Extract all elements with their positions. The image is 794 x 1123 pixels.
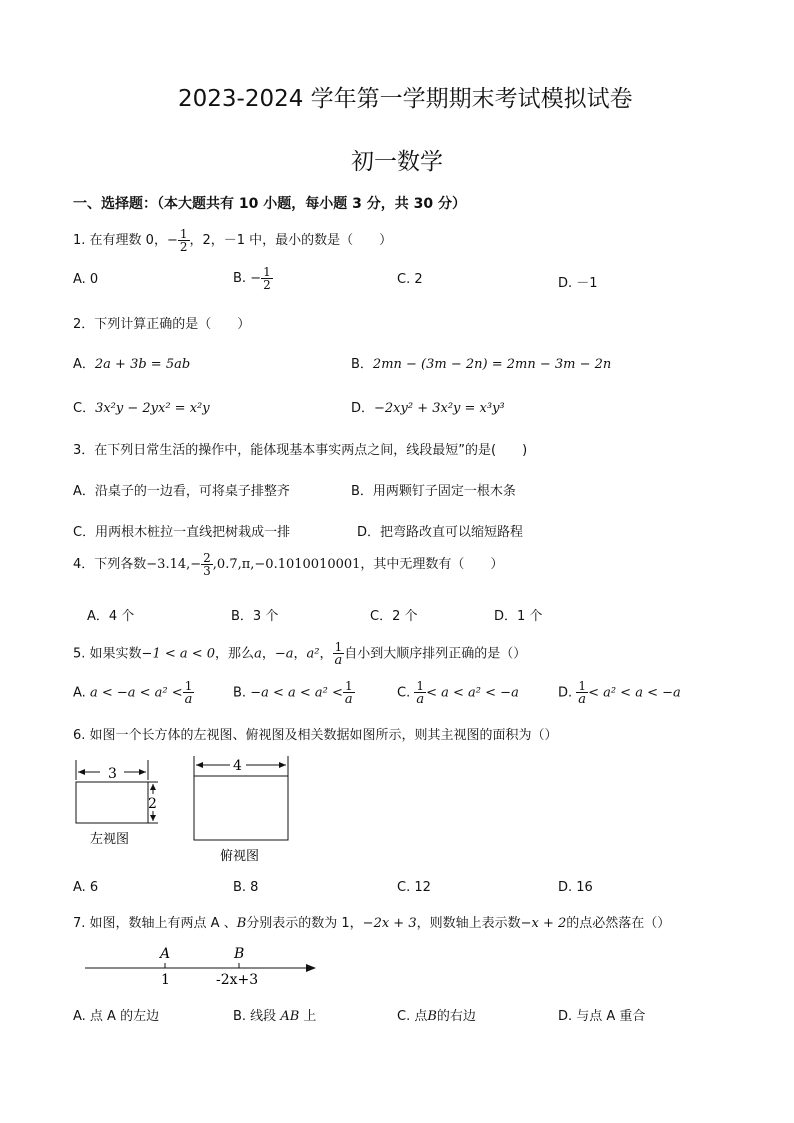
q1-stem-end: ，2，－1 中，最小的数是（ ） [189, 233, 393, 248]
q5-option-b-num: 1 [343, 680, 355, 693]
q6-option-b: B. 8 [233, 880, 259, 895]
question-1-stem [73, 228, 392, 253]
q4-stem-start: 4．下列各数 [73, 557, 147, 572]
left-view-width-label: 3 [108, 766, 117, 782]
q6-option-c: C. 12 [397, 880, 431, 895]
q2-option-b-label: B． [351, 357, 373, 372]
q5-sep: ， [261, 646, 275, 662]
top-view-width-label: 4 [233, 758, 242, 774]
q1-option-b [233, 266, 273, 291]
q6-option-a: A. 6 [73, 880, 99, 895]
q5-option-a-den: a [184, 692, 193, 707]
q2-option-a-label: A． [73, 357, 95, 372]
q7-option-b-tail: 上 [303, 1009, 317, 1024]
q2-option-d-label: D． [351, 401, 375, 416]
q5-stem-end: 自小到大顺序排列正确的是（） [344, 646, 527, 662]
q2-option-a [73, 353, 190, 372]
q5-stem-start: 5. 如果实数 [73, 646, 142, 662]
q4-option-d: D．1 个 [494, 609, 543, 624]
q5-option-c-label: C. [397, 685, 411, 701]
q7-option-c-tail: 的右边 [436, 1009, 476, 1024]
q4-option-a: A．4 个 [87, 609, 135, 624]
exam-subtitle: 初一数学 [351, 149, 443, 175]
q7-option-b-var: AB [280, 1009, 300, 1024]
top-view [194, 756, 288, 864]
q5-option-d [558, 680, 681, 706]
q7-stem-mid: 分别表示的数为 1， [246, 916, 363, 931]
q7-option-c-label: C. 点 [397, 1009, 428, 1024]
q4-fraction-num: 2 [203, 551, 211, 565]
q2-option-c-label: C． [73, 401, 96, 416]
q5-option-c [397, 680, 519, 706]
q5-frac-num: 1 [333, 641, 345, 654]
q1-stem-start: 1. 在有理数 0， [73, 233, 167, 248]
number-line [80, 942, 330, 992]
q1-option-b-fraction [261, 266, 273, 291]
q4-option-c: C．2 个 [370, 609, 418, 624]
q1-option-c: C. 2 [397, 272, 423, 287]
q5-fraction [333, 641, 345, 667]
q5-option-d-expr: < a² < a < −a [588, 685, 681, 701]
q4-fraction-den: 3 [203, 564, 211, 578]
q5-option-d-fraction [576, 680, 588, 706]
q3-option-a: A．沿桌子的一边看，可将桌子排整齐 [73, 484, 290, 499]
q5-option-b [233, 680, 355, 706]
q7-option-b [233, 1005, 316, 1024]
q2-option-b [351, 353, 611, 372]
q2-option-c [73, 397, 210, 416]
q5-option-c-den: a [416, 692, 425, 707]
question-6-stem: 6. 如图一个长方体的左视图、俯视图及相关数据如图所示，则其主视图的面积为（） [73, 728, 558, 743]
q5-var-neg-a: −a [274, 646, 294, 662]
q4-fraction [201, 552, 213, 577]
q4-numbers-b: ,0.7̇,π,−0.1010010001 [212, 557, 361, 572]
q5-option-d-num: 1 [576, 680, 588, 693]
q5-stem-mid: ，那么 [215, 646, 255, 662]
q5-option-b-fraction [343, 680, 355, 706]
point-a-value: 1 [161, 972, 170, 988]
q5-option-a-num: 1 [183, 680, 195, 693]
q3-option-b: B．用两颗钉子固定一根木条 [351, 484, 516, 499]
question-5-stem [73, 641, 526, 667]
q7-expr-2: −x + 2 [520, 916, 567, 931]
q7-option-b-label: B. 线段 [233, 1009, 277, 1024]
left-view-height-label: 2 [148, 796, 157, 812]
q2-option-d [351, 397, 505, 416]
q1-minus: − [166, 233, 178, 248]
q7-stem-end: 的点必然落在（） [566, 916, 671, 931]
q7-option-c [397, 1005, 476, 1024]
q5-condition: −1 < a < 0 [141, 646, 216, 662]
q2-option-c-expr: 3x²y − 2yx² = x²y [95, 401, 210, 416]
left-view-caption: 左视图 [90, 832, 130, 847]
q7-var-b: B [236, 916, 247, 931]
q7-option-a: A. 点 A 的左边 [73, 1009, 160, 1024]
q7-stem-start: 7. 如图，数轴上有两点 A 、 [73, 916, 237, 931]
q7-option-c-var: B [427, 1009, 437, 1024]
q1-fraction-den: 2 [179, 240, 188, 254]
q5-option-c-num: 1 [414, 680, 426, 693]
q1-option-b-label: B. [233, 271, 247, 286]
section-header: 一、选择题：（本大题共有 10 小题，每小题 3 分，共 30 分） [73, 196, 466, 212]
q2-option-a-expr: 2a + 3b = 5ab [94, 357, 191, 372]
q1-option-a: A. 0 [73, 272, 99, 287]
q5-option-b-expr: −a < a < a² < [250, 685, 343, 701]
top-view-caption: 俯视图 [220, 849, 260, 864]
q5-option-a-expr: a < −a < a² < [89, 685, 183, 701]
question-3-stem: 3．在下列日常生活的操作中，能体现基本事实两点之间，线段最短”的是( ) [73, 443, 528, 458]
question-4-stem [73, 552, 503, 577]
q4-stem-end: ，其中无理数有（ ） [360, 557, 504, 572]
question-7-stem [73, 912, 670, 931]
point-a-label: A [160, 946, 171, 962]
q5-option-b-den: a [344, 692, 353, 707]
q2-option-b-expr: 2mn − (3m − 2n) = 2mn − 3m − 2n [372, 357, 612, 372]
q5-option-a-fraction [183, 680, 195, 706]
q5-sep2: ， [293, 646, 307, 662]
q6-figure [60, 752, 320, 867]
left-view [76, 760, 158, 847]
q5-option-a-label: A. [73, 685, 86, 701]
q5-option-d-den: a [578, 692, 587, 707]
q5-sep3: ， [319, 646, 333, 662]
q1-fraction-num: 1 [179, 227, 188, 241]
q1-fraction [178, 228, 190, 253]
q3-option-c: C．用两根木桩拉一直线把树栽成一排 [73, 525, 291, 540]
q5-option-b-label: B. [233, 685, 247, 701]
q5-var-a: a [254, 646, 262, 662]
q4-numbers-a: −3.14,− [146, 557, 202, 572]
q7-option-d: D. 与点 A 重合 [558, 1009, 646, 1024]
q5-frac-den: a [334, 653, 343, 668]
q1-option-d: D. －1 [558, 276, 598, 291]
point-b-value: -2x+3 [216, 972, 259, 988]
q6-option-d: D. 16 [558, 880, 593, 895]
q3-option-d: D．把弯路改直可以缩短路程 [357, 525, 524, 540]
point-b-label: B [234, 946, 245, 962]
q1-option-b-den: 2 [263, 278, 271, 292]
q5-option-d-label: D. [558, 685, 573, 701]
q5-var-a2: a² [306, 646, 320, 662]
q7-stem-mid2: ，则数轴上表示数 [416, 916, 521, 931]
q5-option-a [73, 680, 194, 706]
q2-option-d-expr: −2xy² + 3x²y = x³y³ [374, 401, 505, 416]
exam-title: 2023-2024 学年第一学期期末考试模拟试卷 [178, 86, 633, 112]
question-2-stem: 2．下列计算正确的是（ ） [73, 317, 251, 332]
q4-option-b: B．3 个 [231, 609, 279, 624]
q1-option-b-minus: − [250, 271, 262, 286]
q7-expr-1: −2x + 3 [362, 916, 417, 931]
q5-option-c-fraction [414, 680, 426, 706]
q5-option-c-expr: < a < a² < −a [426, 685, 519, 701]
q1-option-b-num: 1 [263, 265, 271, 279]
